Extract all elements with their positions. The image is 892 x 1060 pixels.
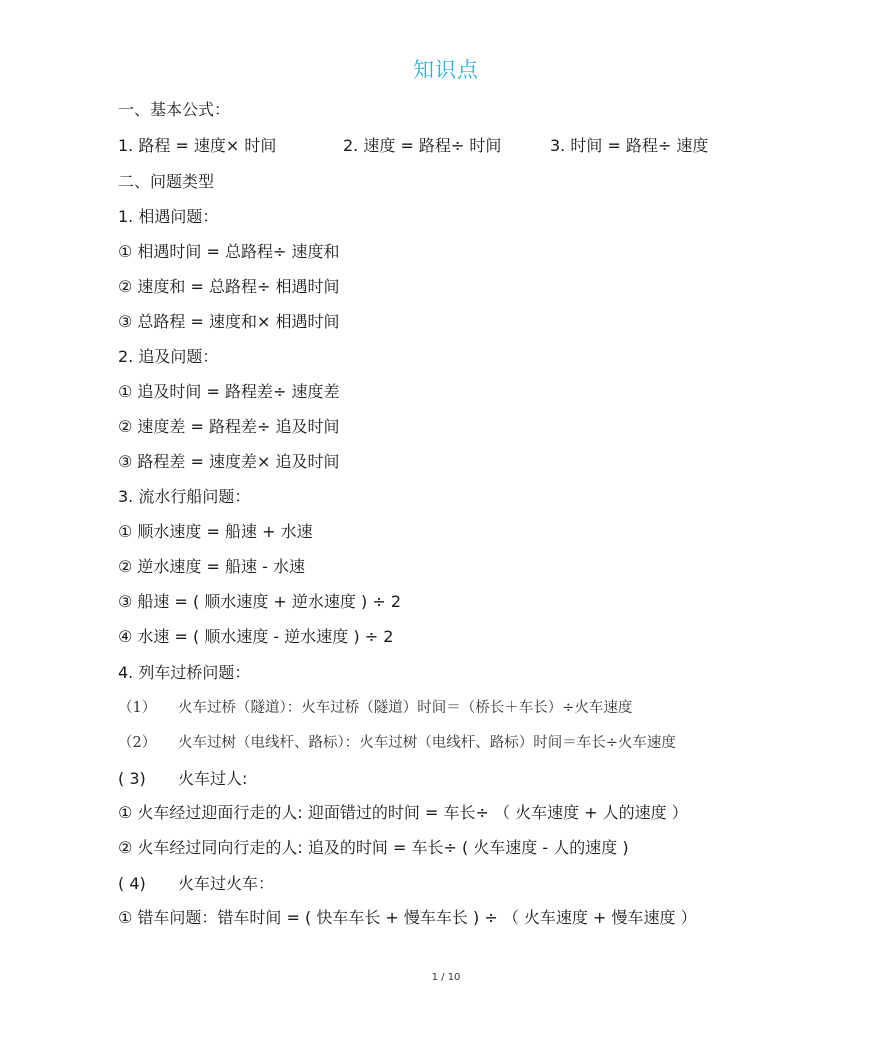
train-item-2 <box>118 732 676 754</box>
train-item-1-number: （1） <box>118 700 157 716</box>
train-item-4-sub: ① 错车问题：错车时间 = ( 快车车长 + 慢车车长 ) ÷ （ 火车速度 + 慢车速度 ） <box>118 908 697 927</box>
chase-item: ② 速度差 = 路程差÷ 追及时间 <box>118 417 340 436</box>
chase-item: ① 追及时间 = 路程差÷ 速度差 <box>118 382 340 401</box>
train-item-2-text: 火车过树（电线杆、路标）：火车过树（电线杆、路标）时间＝车长÷火车速度 <box>178 735 676 751</box>
train-item-3-number: ( 3) <box>118 769 146 788</box>
page-separator: / <box>441 972 445 983</box>
train-item-3-text: 火车过人: <box>178 769 248 788</box>
page-current: 1 <box>431 972 438 983</box>
boat-item: ③ 船速 = ( 顺水速度 + 逆水速度 ) ÷ 2 <box>118 592 402 611</box>
formula-distance: 1. 路程 = 速度× 时间 <box>118 136 277 155</box>
section-heading-basic-formulas: 一、基本公式： <box>118 100 231 119</box>
train-item-3-sub: ① 火车经过迎面行走的人: 迎面错过的时间 = 车长÷ （ 火车速度 + 人的速度 ） <box>118 803 688 822</box>
train-heading: 4. 列车过桥问题： <box>118 663 251 682</box>
train-item-1 <box>118 697 632 719</box>
section-heading-problem-types: 二、问题类型 <box>118 172 215 191</box>
page-total: 10 <box>447 972 461 983</box>
train-item-4-text: 火车过火车： <box>178 874 275 893</box>
chase-heading: 2. 追及问题： <box>118 347 219 366</box>
train-item-1-text: 火车过桥（隧道）：火车过桥（隧道）时间＝（桥长＋车长）÷火车速度 <box>178 700 633 716</box>
boat-heading: 3. 流水行船问题： <box>118 487 251 506</box>
train-item-4 <box>118 873 274 895</box>
train-item-3 <box>118 768 247 790</box>
formula-speed: 2. 速度 = 路程÷ 时间 <box>343 136 502 155</box>
basic-formulas-row <box>118 135 738 157</box>
page-title: 知识点 <box>413 58 479 82</box>
page-number <box>0 972 892 983</box>
meet-item: ③ 总路程 = 速度和× 相遇时间 <box>118 312 340 331</box>
formula-time: 3. 时间 = 路程÷ 速度 <box>550 136 709 155</box>
chase-item: ③ 路程差 = 速度差× 追及时间 <box>118 452 340 471</box>
boat-item: ④ 水速 = ( 顺水速度 - 逆水速度 ) ÷ 2 <box>118 627 394 646</box>
boat-item: ② 逆水速度 = 船速 - 水速 <box>118 557 305 576</box>
meet-heading: 1. 相遇问题： <box>118 207 219 226</box>
meet-item: ① 相遇时间 = 总路程÷ 速度和 <box>118 242 340 261</box>
train-item-4-number: ( 4) <box>118 874 146 893</box>
meet-item: ② 速度和 = 总路程÷ 相遇时间 <box>118 277 340 296</box>
train-item-2-number: （2） <box>118 735 157 751</box>
train-item-3-sub: ② 火车经过同向行走的人: 追及的时间 = 车长÷ ( 火车速度 - 人的速度 ) <box>118 838 629 857</box>
boat-item: ① 顺水速度 = 船速 + 水速 <box>118 522 313 541</box>
